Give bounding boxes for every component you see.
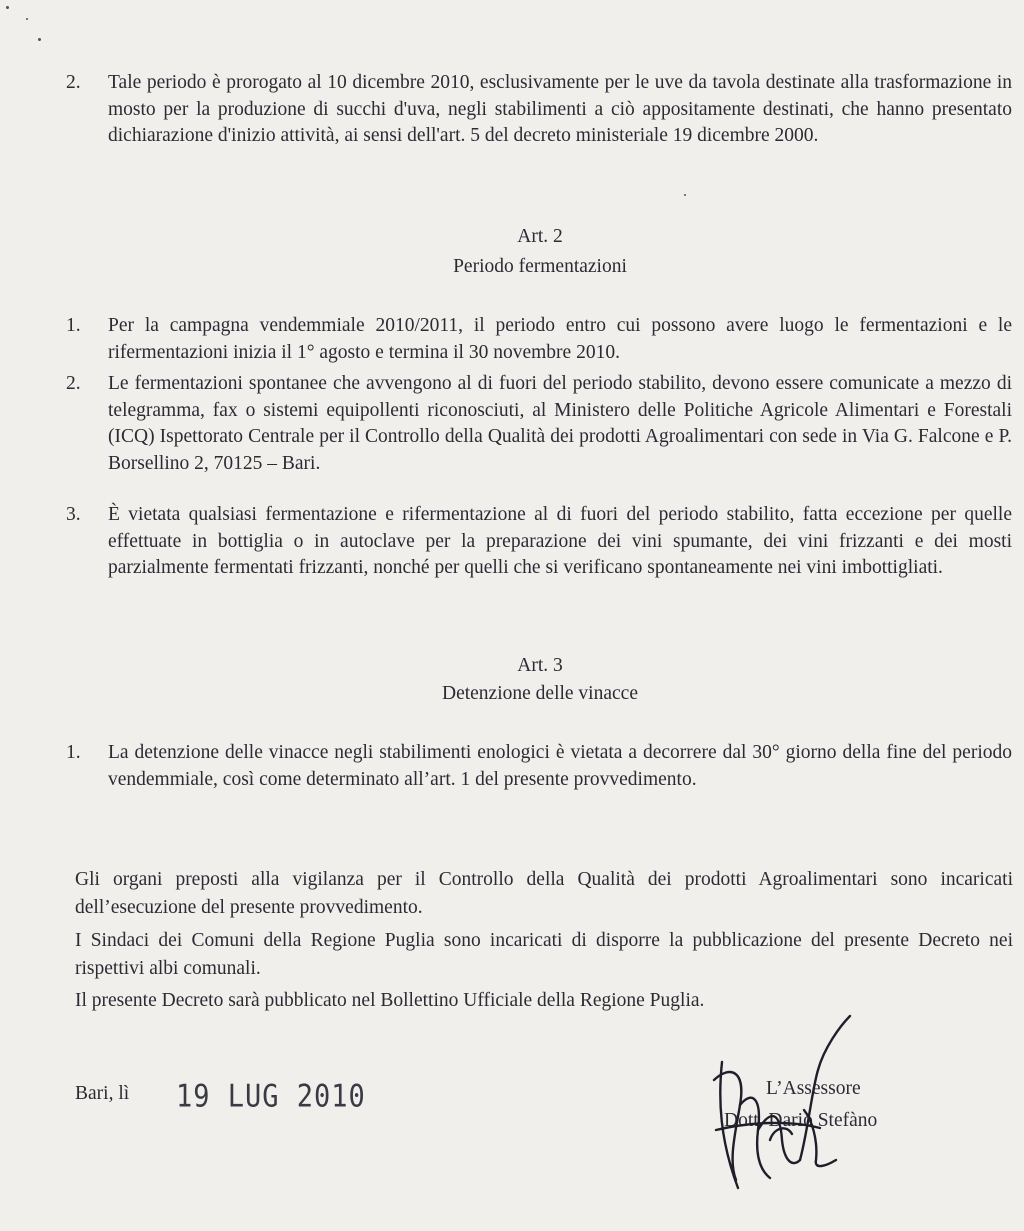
item-text: È vietata qualsiasi fermentazione e rifermentazione al di fuori del periodo stabilito, fatta eccezione per quelle effettuate in bottiglia o in autoclave per la preparazione dei vini spumante, dei vini frizzanti e dei mosti parzialmente fermentati frizzanti, nonché per quelli che si verificano spontaneamente nei vini imbottigliati. — [108, 504, 1012, 578]
closing-paragraph: Gli organi preposti alla vigilanza per il Controllo della Qualità dei prodotti Agroalimentari sono incaricati dell’esecuzione del presente provvedimento. — [75, 869, 1013, 918]
date-stamp: 19 LUG 2010 — [176, 1079, 366, 1115]
art2-title: Periodo fermentazioni — [453, 256, 627, 277]
signer-name: Dott. Dario Stefàno — [724, 1110, 878, 1131]
handwritten-signature — [700, 1010, 860, 1195]
art3-title: Detenzione delle vinacce — [442, 683, 638, 704]
list-item — [66, 502, 1012, 582]
list-item — [66, 313, 1012, 366]
item-text: Per la campagna vendemmiale 2010/2011, il periodo entro cui possono avere luogo le fermentazioni e le rifermentazioni inizia il 1° agosto e termina il 30 novembre 2010. — [108, 315, 1012, 363]
list-item — [66, 371, 1012, 477]
item-number: 1. — [66, 742, 81, 763]
closing-paragraph: Il presente Decreto sarà pubblicato nel Bollettino Ufficiale della Regione Puglia. — [75, 990, 705, 1011]
item-number: 1. — [66, 315, 81, 336]
scan-speck — [6, 6, 9, 9]
item-text: La detenzione delle vinacce negli stabilimenti enologici è vietata a decorrere dal 30° giorno della fine del periodo vendemmiale, così come determinato all’art. 1 del presente provvedimento. — [108, 742, 1012, 790]
item-text: Le fermentazioni spontanee che avvengono al di fuori del periodo stabilito, devono essere comunicate a mezzo di telegramma, fax o sistemi equipollenti riconosciuti, al Ministero delle Politiche Agricole Alimentari e Forestali (ICQ) Ispettorato Centrale per il Controllo della Qualità dei prodotti Agroalimentari con sede in Via G. Falcone e P. Borsellino 2, 70125 – Bari. — [108, 373, 1012, 474]
item-text: Tale periodo è prorogato al 10 dicembre 2010, esclusivamente per le uve da tavola destinate alla trasformazione in mosto per la produzione di succhi d'uva, negli stabilimenti a ciò appositamente destinati, che hanno presentato dichiarazione d'inizio attività, ai sensi dell'art. 5 del decreto ministeriale 19 dicembre 2000. — [108, 72, 1012, 146]
scan-speck — [684, 194, 686, 196]
closing-paragraph: I Sindaci dei Comuni della Regione Puglia sono incaricati di disporre la pubblicazione del presente Decreto nei rispettivi albi comunali. — [75, 930, 1013, 979]
list-item — [66, 70, 1012, 150]
scan-speck — [26, 18, 28, 20]
art3-label: Art. 3 — [517, 655, 563, 676]
art2-label: Art. 2 — [517, 226, 563, 247]
signer-role: L’Assessore — [766, 1078, 861, 1099]
place-date-label: Bari, lì — [75, 1083, 130, 1104]
item-number: 2. — [66, 72, 81, 93]
item-number: 2. — [66, 373, 81, 394]
item-number: 3. — [66, 504, 81, 525]
scan-speck — [38, 38, 41, 41]
list-item — [66, 740, 1012, 793]
